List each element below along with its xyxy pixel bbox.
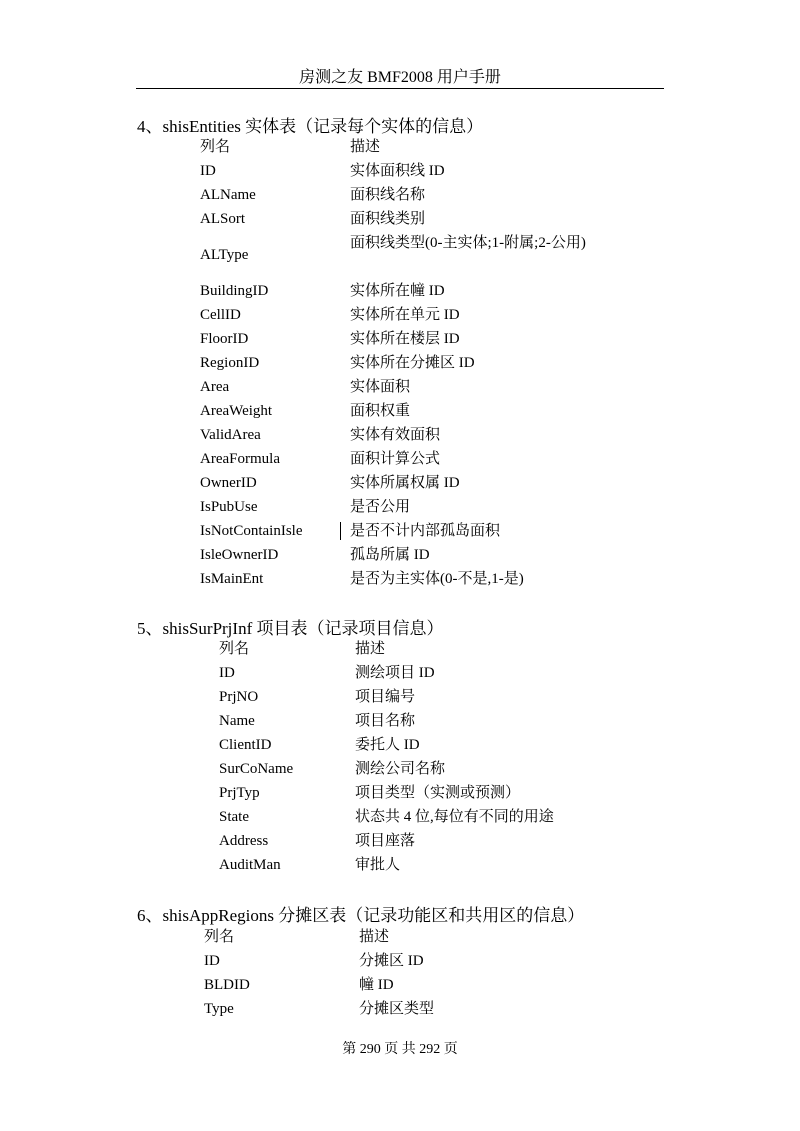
field-name: IsNotContainIsle — [200, 523, 303, 539]
field-desc: 是否不计内部孤岛面积 — [350, 523, 501, 539]
field-name: Type — [204, 1001, 234, 1017]
page-header-title: 房测之友 BMF2008 用户手册 — [299, 69, 501, 86]
column-header-name: 列名 — [200, 139, 231, 155]
field-name: ID — [200, 163, 216, 179]
field-name: AreaFormula — [200, 451, 280, 467]
field-desc: 测绘公司名称 — [355, 761, 446, 777]
header-rule — [136, 88, 664, 89]
field-desc: 委托人 ID — [355, 737, 420, 753]
field-name: RegionID — [200, 355, 260, 371]
column-header-desc: 描述 — [350, 139, 381, 155]
field-desc: 面积线类别 — [350, 211, 426, 227]
field-desc: 分摊区 ID — [359, 953, 424, 969]
field-desc: 实体所在楼层 ID — [350, 331, 460, 347]
field-name: OwnerID — [200, 475, 257, 491]
field-desc: 面积权重 — [350, 403, 411, 419]
section-6-title: 6、shisAppRegions 分摊区表（记录功能区和共用区的信息） — [137, 906, 585, 925]
field-desc: 实体所在幢 ID — [350, 283, 445, 299]
column-header-desc: 描述 — [359, 929, 390, 945]
column-header-desc: 描述 — [355, 641, 386, 657]
field-desc: 实体所在分摊区 ID — [350, 355, 475, 371]
field-name: ALSort — [200, 211, 245, 227]
field-desc: 实体面积 — [350, 379, 411, 395]
field-name: Area — [200, 379, 230, 395]
field-name: ID — [204, 953, 220, 969]
field-name: IsPubUse — [200, 499, 258, 515]
field-desc: 实体所属权属 ID — [350, 475, 460, 491]
field-name: AreaWeight — [200, 403, 273, 419]
field-desc: 测绘项目 ID — [355, 665, 435, 681]
field-desc: 面积线名称 — [350, 187, 426, 203]
field-desc: 面积线类型(0-主实体;1-附属;2-公用) — [350, 235, 586, 251]
column-header-name: 列名 — [204, 929, 235, 945]
field-name: Address — [219, 833, 269, 849]
field-name: ALName — [200, 187, 256, 203]
section-4-title: 4、shisEntities 实体表（记录每个实体的信息） — [137, 117, 484, 136]
field-desc: 实体面积线 ID — [350, 163, 445, 179]
field-name: State — [219, 809, 249, 825]
field-desc: 项目名称 — [355, 713, 416, 729]
field-desc: 项目编号 — [355, 689, 416, 705]
field-desc: 分摊区类型 — [359, 1001, 435, 1017]
field-desc: 审批人 — [355, 857, 401, 873]
field-name: FloorID — [200, 331, 249, 347]
field-name: PrjNO — [219, 689, 259, 705]
field-desc: 实体所在单元 ID — [350, 307, 460, 323]
field-name: BLDID — [204, 977, 250, 993]
field-name: ClientID — [219, 737, 272, 753]
text-cursor — [340, 522, 341, 540]
field-name: ID — [219, 665, 235, 681]
field-name: PrjTyp — [219, 785, 260, 801]
field-name: IsleOwnerID — [200, 547, 279, 563]
field-desc: 是否为主实体(0-不是,1-是) — [350, 571, 524, 587]
field-desc: 是否公用 — [350, 499, 411, 515]
field-name: IsMainEnt — [200, 571, 264, 587]
field-name: CellID — [200, 307, 241, 323]
field-name: SurCoName — [219, 761, 294, 777]
field-name: Name — [219, 713, 255, 729]
field-desc: 幢 ID — [359, 977, 394, 993]
field-name: ValidArea — [200, 427, 261, 443]
page-footer: 第 290 页 共 292 页 — [342, 1042, 458, 1057]
column-header-name: 列名 — [219, 641, 250, 657]
field-desc: 实体有效面积 — [350, 427, 441, 443]
field-desc: 孤岛所属 ID — [350, 547, 430, 563]
field-name: AuditMan — [219, 857, 281, 873]
field-desc: 状态共 4 位,每位有不同的用途 — [355, 809, 554, 825]
section-5-title: 5、shisSurPrjInf 项目表（记录项目信息） — [137, 619, 444, 638]
field-name: BuildingID — [200, 283, 269, 299]
field-desc: 项目座落 — [355, 833, 416, 849]
field-desc: 项目类型（实测或预测） — [355, 785, 521, 801]
field-desc: 面积计算公式 — [350, 451, 441, 467]
field-name: ALType — [200, 247, 249, 263]
